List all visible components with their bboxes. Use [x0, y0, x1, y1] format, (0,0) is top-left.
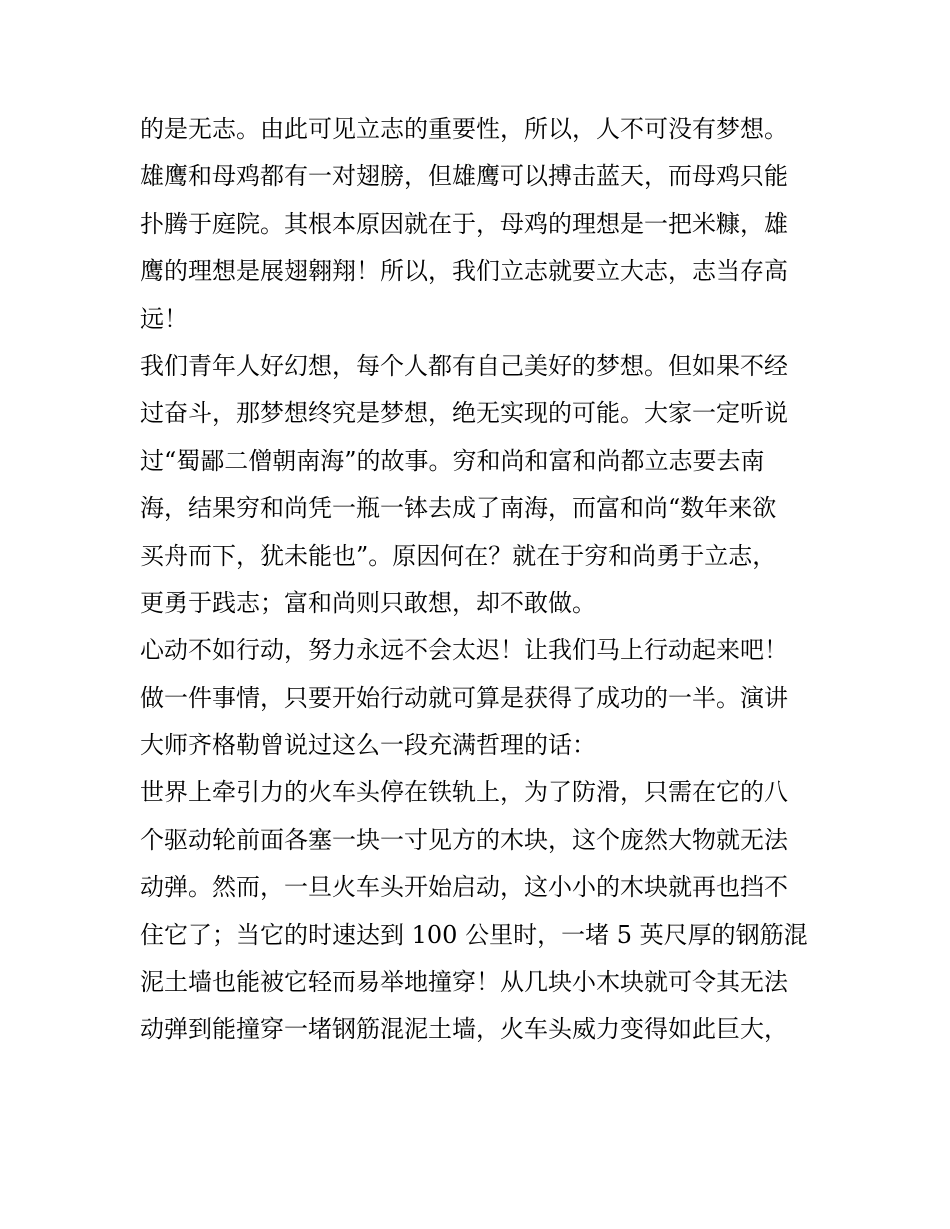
text-line: 的是无志。由此可见立志的重要性，所以，人不可没有梦想。 — [140, 115, 788, 143]
text-line: 个驱动轮前面各塞一块一寸见方的木块，这个庞然大物就无法 — [140, 825, 788, 854]
text-line: 我们青年人好幻想，每个人都有自己美好的梦想。但如果不经 — [140, 351, 788, 380]
text-line: 过奋斗，那梦想终究是梦想，绝无实现的可能。大家一定听说 — [140, 399, 788, 428]
document-body — [140, 106, 820, 1054]
text-line: 扑腾于庭院。其根本原因就在于，母鸡的理想是一把米糠，雄 — [140, 209, 788, 238]
text-line: 做一件事情，只要开始行动就可算是获得了成功的一半。演讲 — [140, 683, 788, 712]
text-line: 更勇于践志；富和尚则只敢想，却不敢做。 — [140, 588, 596, 617]
text-line: 远！ — [140, 304, 188, 333]
text-line: 住它了；当它的时速达到 100 公里时，一堵 5 英尺厚的钢筋混 — [140, 920, 808, 949]
text-line: 世界上牵引力的火车头停在铁轨上，为了防滑，只需在它的八 — [140, 778, 788, 807]
text-line: 心动不如行动，努力永远不会太迟！让我们马上行动起来吧！ — [140, 636, 788, 665]
text-line: 鹰的理想是展翅翱翔！所以，我们立志就要立大志，志当存高 — [140, 257, 788, 286]
text-line: 大师齐格勒曾说过这么一段充满哲理的话： — [140, 731, 596, 760]
text-line: 海，结果穷和尚凭一瓶一钵去成了南海，而富和尚“数年来欲 — [140, 494, 777, 523]
text-line: 过“蜀鄙二僧朝南海”的故事。穷和尚和富和尚都立志要去南 — [140, 446, 765, 475]
text-line: 买舟而下，犹未能也”。原因何在？就在于穷和尚勇于立志， — [140, 541, 777, 570]
text-line: 雄鹰和母鸡都有一对翅膀，但雄鹰可以搏击蓝天，而母鸡只能 — [140, 162, 788, 191]
text-line: 动弹。然而，一旦火车头开始启动，这小小的木块就再也挡不 — [140, 873, 788, 902]
text-line: 动弹到能撞穿一堵钢筋混泥土墙，火车头威力变得如此巨大， — [140, 1015, 788, 1044]
text-line: 泥土墙也能被它轻而易举地撞穿！从几块小木块就可令其无法 — [140, 968, 788, 997]
